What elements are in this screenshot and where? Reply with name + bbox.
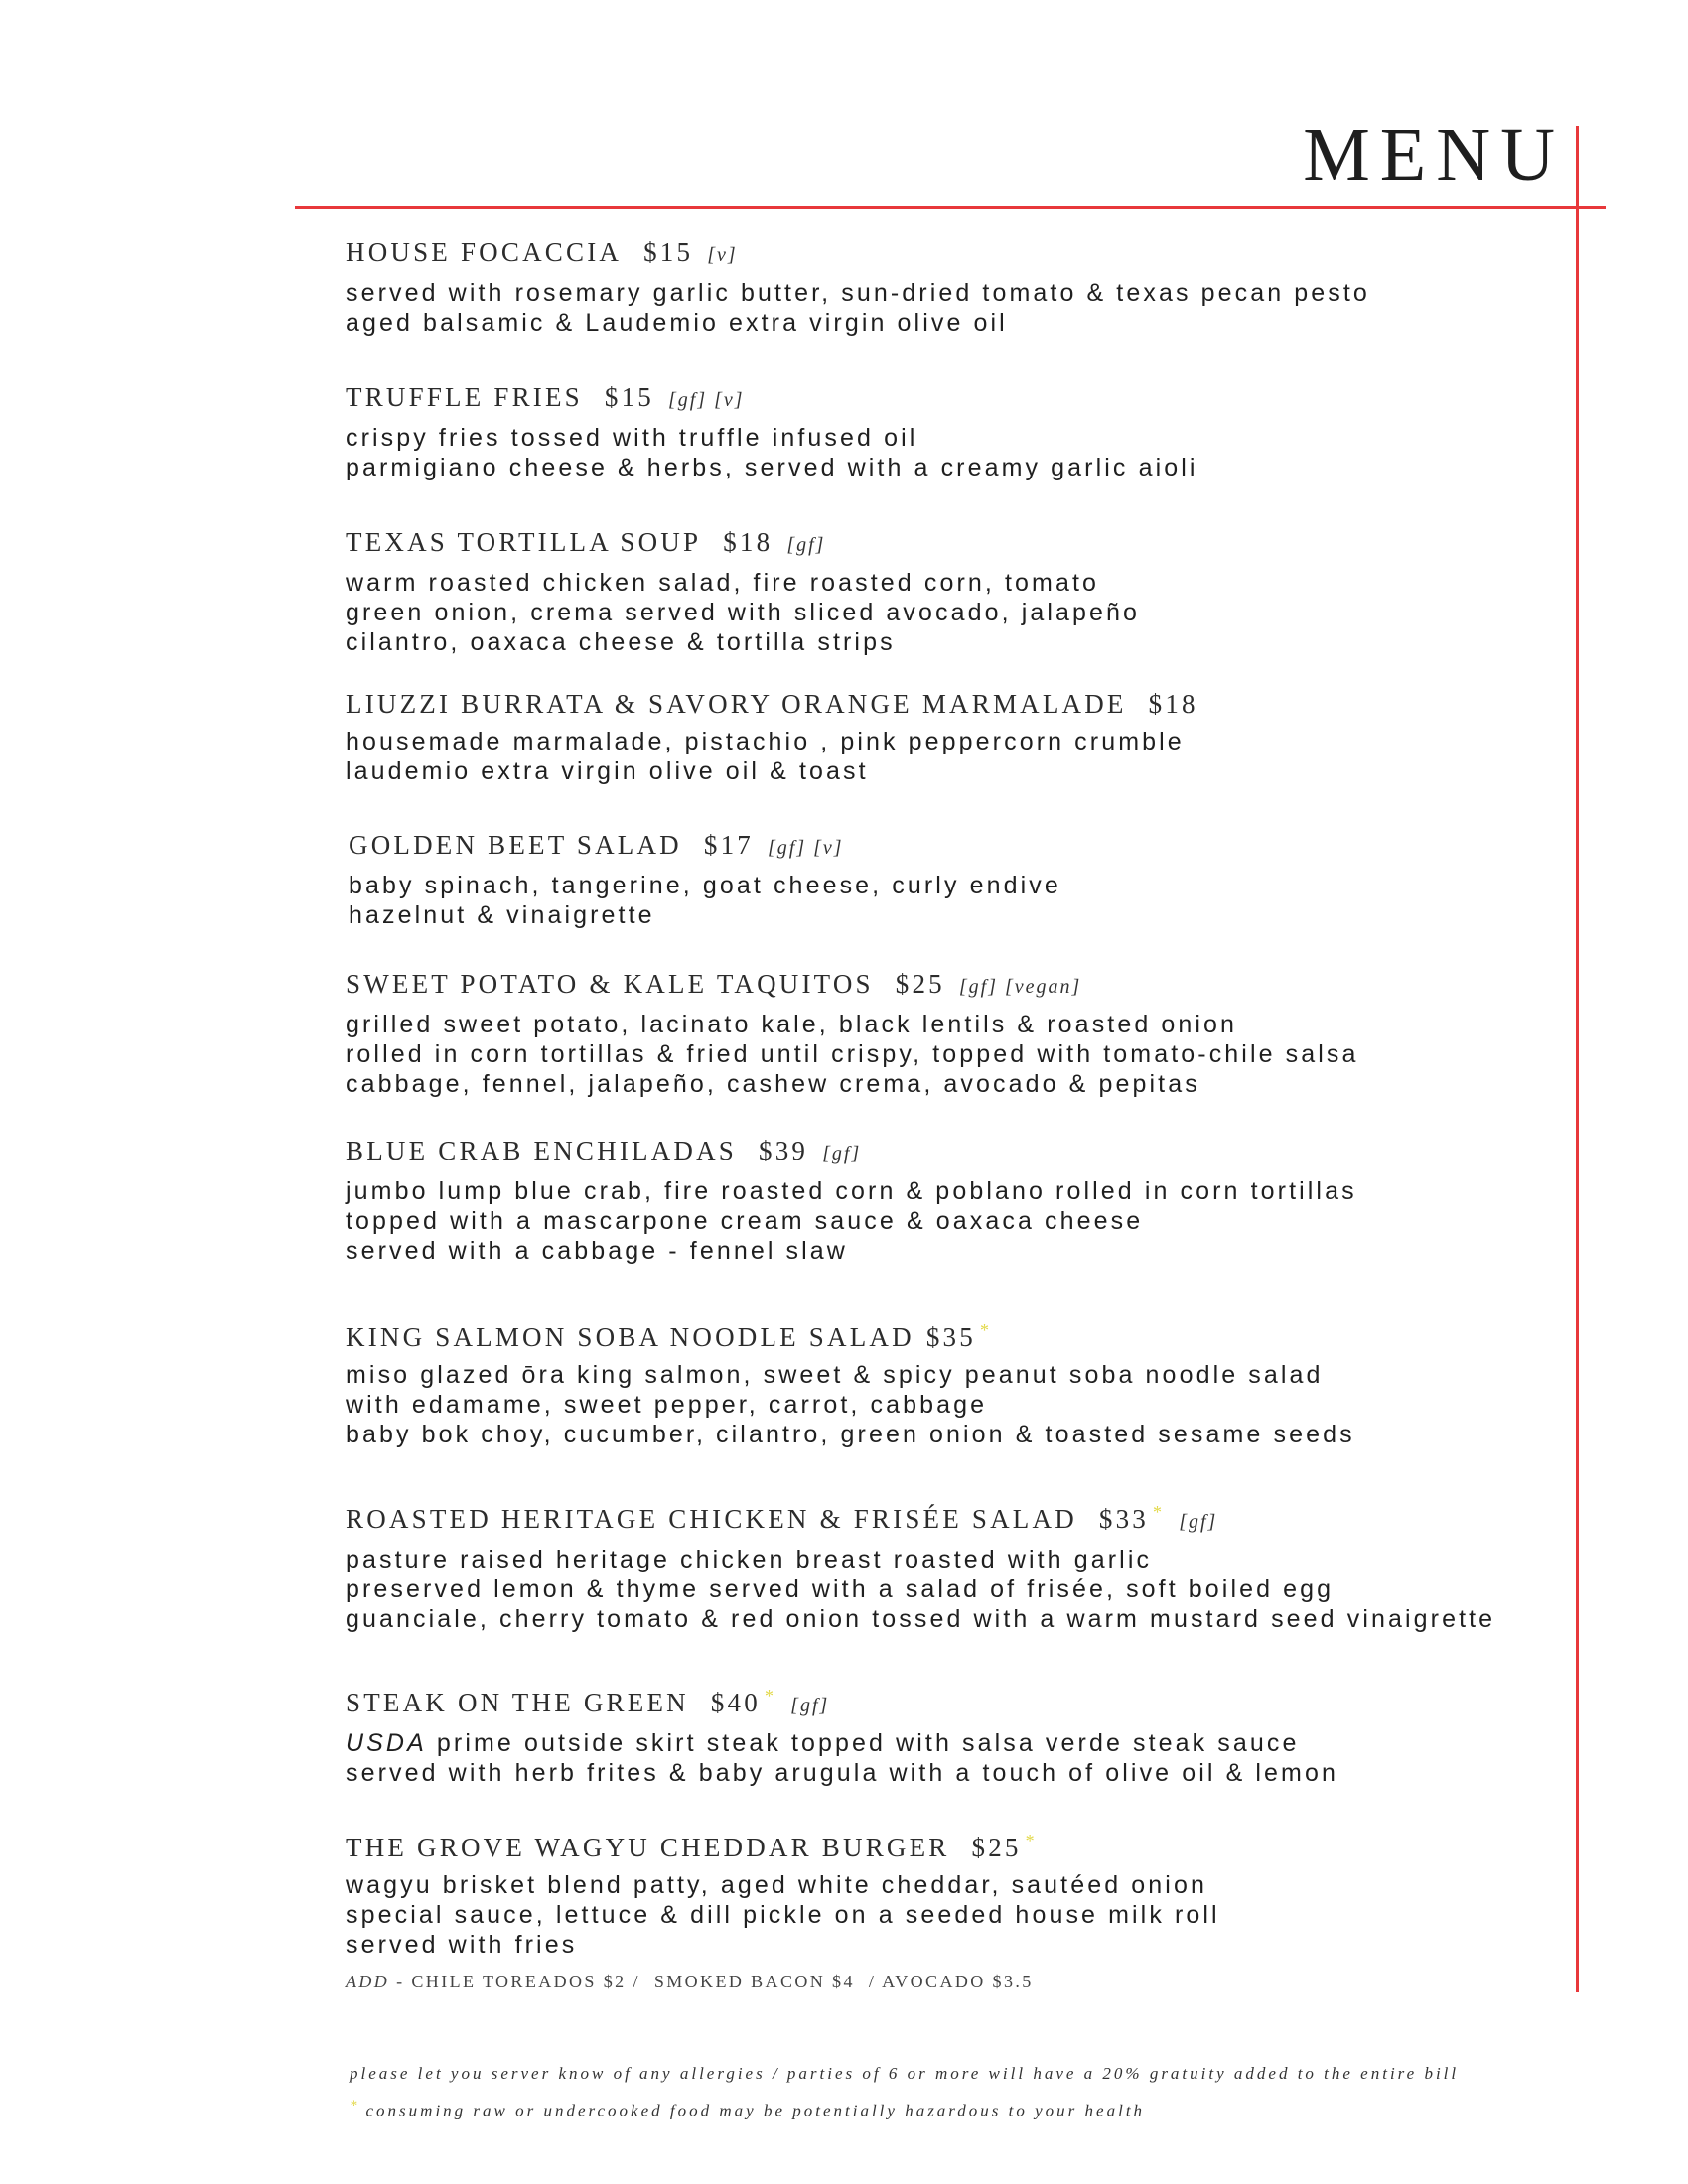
menu-item-name: THE GROVE WAGYU CHEDDAR BURGER	[346, 1833, 950, 1862]
description-line: hazelnut & vinaigrette	[349, 901, 655, 929]
raw-food-asterisk: *	[1025, 1831, 1038, 1850]
menu-item-name: HOUSE FOCACCIA	[346, 237, 623, 267]
description-line: served with fries	[346, 1931, 578, 1959]
menu-item-sweet-potato-kale-taquitos	[346, 967, 1577, 1099]
description-line: topped with a mascarpone cream sauce & oaxaca cheese	[346, 1207, 1144, 1235]
menu-item-name: BLUE CRAB ENCHILADAS	[346, 1136, 738, 1165]
description-line: baby spinach, tangerine, goat cheese, curly endive	[349, 872, 1061, 899]
raw-food-asterisk: *	[1153, 1502, 1166, 1522]
menu-item-price: $39	[759, 1136, 809, 1165]
menu-item-king-salmon-soba	[346, 1313, 1577, 1449]
menu-item-name: TEXAS TORTILLA SOUP	[346, 527, 702, 557]
description-line: grilled sweet potato, lacinato kale, black lentils & roasted onion	[346, 1011, 1238, 1038]
description-line: parmigiano cheese & herbs, served with a creamy garlic aioli	[346, 454, 1198, 481]
menu-item-description	[349, 871, 1580, 930]
menu-item-heading	[346, 235, 1577, 272]
menu-item-description	[346, 278, 1577, 338]
addon-smoked-bacon: SMOKED BACON $4	[653, 1972, 855, 1991]
dietary-tags: [gf] [vegan]	[958, 976, 1082, 998]
menu-item-description	[346, 1870, 1577, 1960]
menu-item-heading	[346, 380, 1577, 417]
menu-item-name: TRUFFLE FRIES	[346, 382, 583, 412]
description-line: cabbage, fennel, jalapeño, cashew crema, avocado & pepitas	[346, 1070, 1200, 1098]
description-line: served with a cabbage - fennel slaw	[346, 1237, 848, 1265]
menu-item-description	[346, 1176, 1577, 1266]
menu-item-name: GOLDEN BEET SALAD	[349, 830, 682, 860]
menu-item-roasted-heritage-chicken	[346, 1495, 1577, 1634]
description-line: rolled in corn tortillas & fried until crispy, topped with tomato-chile salsa	[346, 1040, 1359, 1068]
description-line: housemade marmalade, pistachio , pink peppercorn crumble	[346, 728, 1185, 755]
description-line: pasture raised heritage chicken breast roasted with garlic	[346, 1546, 1153, 1573]
menu-item-price: $33	[1098, 1504, 1149, 1534]
raw-food-warning: * consuming raw or undercooked food may be potentially hazardous to your health	[350, 2098, 1146, 2120]
menu-item-heading	[346, 1824, 1577, 1864]
menu-item-name: STEAK ON THE GREEN	[346, 1688, 689, 1717]
description-line: USDA prime outside skirt steak topped with salsa verde steak sauce	[346, 1729, 1300, 1757]
menu-item-description	[346, 1545, 1577, 1634]
menu-item-heading	[346, 1679, 1577, 1722]
footer-notes	[350, 2057, 1459, 2127]
dietary-tags: [v]	[707, 244, 738, 266]
description-line: baby bok choy, cucumber, cilantro, green onion & toasted sesame seeds	[346, 1421, 1355, 1448]
menu-item-golden-beet-salad	[349, 828, 1580, 930]
dietary-tags: [gf]	[1179, 1511, 1218, 1533]
menu-item-truffle-fries	[346, 380, 1577, 482]
menu-item-liuzzi-burrata	[346, 687, 1577, 786]
dietary-tags: [gf]	[790, 1695, 830, 1716]
menu-item-description	[346, 423, 1577, 482]
description-line: preserved lemon & thyme served with a salad of frisée, soft boiled egg	[346, 1575, 1335, 1603]
menu-item-price: $40	[710, 1688, 761, 1717]
menu-item-price: $25	[971, 1833, 1022, 1862]
menu-item-heading	[346, 1313, 1577, 1354]
addons-label: ADD	[346, 1972, 390, 1991]
dietary-tags: [gf] [v]	[668, 389, 745, 411]
menu-item-price: $18	[1148, 689, 1198, 719]
description-line: guanciale, cherry tomato & red onion tossed with a warm mustard seed vinaigrette	[346, 1605, 1496, 1633]
menu-item-grove-wagyu-burger	[346, 1824, 1577, 1960]
description-line: jumbo lump blue crab, fire roasted corn & poblano rolled in corn tortillas	[346, 1177, 1357, 1205]
description-line: cilantro, oaxaca cheese & tortilla strips	[346, 628, 896, 656]
menu-item-steak-on-the-green	[346, 1679, 1577, 1788]
description-line: wagyu brisket blend patty, aged white cheddar, sautéed onion	[346, 1871, 1207, 1899]
menu-item-heading	[346, 967, 1577, 1004]
description-line: served with herb frites & baby arugula with a touch of olive oil & lemon	[346, 1759, 1338, 1787]
menu-item-price: $25	[895, 969, 945, 999]
menu-item-heading	[346, 1134, 1577, 1170]
description-line: warm roasted chicken salad, fire roasted corn, tomato	[346, 569, 1100, 597]
menu-item-house-focaccia	[346, 235, 1577, 338]
description-line: special sauce, lettuce & dill pickle on a seeded house milk roll	[346, 1901, 1220, 1929]
menu-item-name: LIUZZI BURRATA & SAVORY ORANGE MARMALADE	[346, 689, 1127, 719]
menu-item-description	[346, 1728, 1577, 1788]
raw-food-asterisk: *	[764, 1686, 777, 1706]
description-line: green onion, crema served with sliced avocado, jalapeño	[346, 599, 1141, 626]
menu-item-price: $35	[925, 1322, 976, 1352]
menu-item-description	[346, 727, 1577, 786]
description-line: miso glazed ōra king salmon, sweet & spicy peanut soba noodle salad	[346, 1361, 1324, 1389]
menu-item-name: ROASTED HERITAGE CHICKEN & FRISÉE SALAD	[346, 1504, 1077, 1534]
menu-item-price: $15	[604, 382, 655, 412]
usda-label: USDA	[346, 1729, 427, 1757]
description-line: aged balsamic & Laudemio extra virgin olive oil	[346, 309, 1008, 337]
dietary-tags: [gf] [v]	[768, 837, 844, 859]
page-title: MENU	[1303, 113, 1565, 197]
menu-item-price: $18	[723, 527, 774, 557]
menu-item-name: SWEET POTATO & KALE TAQUITOS	[346, 969, 874, 999]
menu-item-description	[346, 1010, 1577, 1099]
menu-item-heading	[349, 828, 1580, 865]
description-line: crispy fries tossed with truffle infused oil	[346, 424, 918, 452]
menu-item-heading	[346, 525, 1577, 562]
menu-item-price: $17	[703, 830, 754, 860]
menu-item-texas-tortilla-soup	[346, 525, 1577, 657]
menu-item-price: $15	[643, 237, 694, 267]
menu-item-name: KING SALMON SOBA NOODLE SALAD	[346, 1322, 914, 1352]
header-divider	[295, 206, 1606, 209]
description-line: with edamame, sweet pepper, carrot, cabbage	[346, 1391, 988, 1419]
description-line: served with rosemary garlic butter, sun-dried tomato & texas pecan pesto	[346, 279, 1370, 307]
asterisk-icon: *	[350, 2098, 360, 2114]
addon-avocado: / AVOCADO $3.5	[868, 1972, 1034, 1991]
burger-addons	[346, 1972, 1034, 1992]
menu-item-heading	[346, 1495, 1577, 1539]
menu-item-description	[346, 568, 1577, 657]
menu-item-heading	[346, 687, 1577, 721]
raw-food-asterisk: *	[979, 1320, 993, 1340]
menu-item-blue-crab-enchiladas	[346, 1134, 1577, 1266]
dietary-tags: [gf]	[822, 1143, 862, 1164]
dietary-tags: [gf]	[786, 534, 826, 556]
allergy-gratuity-note: please let you server know of any allergies / parties of 6 or more will have a 20% gratuity added to the entire bill	[350, 2064, 1460, 2083]
addon-chile-toreados: - CHILE TOREADOS $2 /	[389, 1972, 640, 1991]
description-line: laudemio extra virgin olive oil & toast	[346, 757, 869, 785]
menu-item-description	[346, 1360, 1577, 1449]
